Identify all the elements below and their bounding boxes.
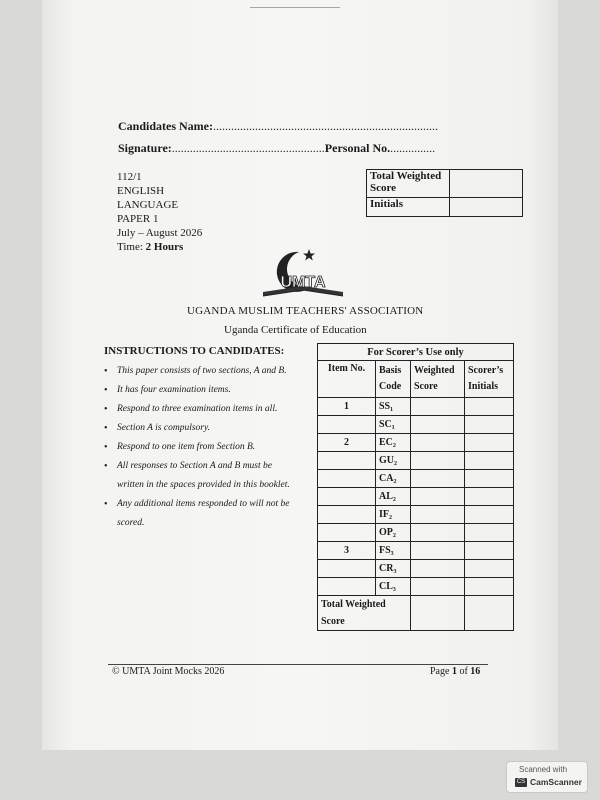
basis-code: SC₁ xyxy=(376,416,411,434)
total-weighted-score-label: Total Weighted Score xyxy=(318,596,411,631)
weighted-score-cell[interactable] xyxy=(411,470,465,488)
signature-line xyxy=(118,141,435,156)
scorer-table xyxy=(317,343,514,631)
scorer-initials-cell[interactable] xyxy=(465,470,514,488)
total-score-box xyxy=(366,169,523,217)
subject-line-1: ENGLISH xyxy=(117,185,165,197)
table-row xyxy=(318,398,514,416)
instruction-item: • All responses to Section A and B must be xyxy=(104,457,314,476)
watermark-line-2: CamScanner xyxy=(530,777,582,787)
table-row xyxy=(318,470,514,488)
weighted-score-cell[interactable] xyxy=(411,524,465,542)
total-weighted-score-cell[interactable] xyxy=(411,596,465,631)
scorer-initials-cell[interactable] xyxy=(465,452,514,470)
instructions-title: INSTRUCTIONS TO CANDIDATES: xyxy=(104,345,285,357)
basis-code: AL₂ xyxy=(376,488,411,506)
instruction-continuation: written in the spaces provided in this booklet. xyxy=(117,480,290,490)
weighted-score-cell[interactable] xyxy=(411,542,465,560)
instruction-item: • It has four examination items. xyxy=(104,381,314,400)
basis-code: CL₃ xyxy=(376,578,411,596)
table-row xyxy=(318,506,514,524)
table-row xyxy=(318,542,514,560)
scorer-initials-cell[interactable] xyxy=(465,560,514,578)
table-row xyxy=(318,488,514,506)
subject-line-2: LANGUAGE xyxy=(117,199,179,211)
header-weighted-score: Weighted Score xyxy=(411,361,465,398)
paper-number: PAPER 1 xyxy=(117,213,159,225)
candidate-name-label: Candidates Name: xyxy=(118,119,213,133)
initials-label: Initials xyxy=(367,198,450,217)
weighted-score-cell[interactable] xyxy=(411,452,465,470)
total-weighted-score-label: Total Weighted Score xyxy=(367,170,450,198)
item-number: 1 xyxy=(318,398,376,416)
scorer-initials-cell[interactable] xyxy=(465,578,514,596)
weighted-score-cell[interactable] xyxy=(411,560,465,578)
logo-lettering: UMTA xyxy=(280,274,326,291)
organisation-name: UGANDA MUSLIM TEACHERS' ASSOCIATION xyxy=(187,305,424,317)
scorer-initials-cell[interactable] xyxy=(465,416,514,434)
table-row xyxy=(318,416,514,434)
scorer-initials-cell[interactable] xyxy=(465,398,514,416)
total-weighted-score-cell[interactable] xyxy=(450,170,523,198)
page-number: Page 1 of 16 xyxy=(430,666,481,677)
time-value: 2 Hours xyxy=(145,241,184,253)
instruction-item: • Section A is compulsory. xyxy=(104,419,314,438)
table-row xyxy=(318,596,514,631)
basis-code: FS₃ xyxy=(376,542,411,560)
star-icon xyxy=(303,249,315,261)
footer-rule xyxy=(108,664,488,665)
instructions-list xyxy=(104,362,314,533)
signature-label: Signature: xyxy=(118,141,172,155)
weighted-score-cell[interactable] xyxy=(411,416,465,434)
exam-time xyxy=(117,241,183,253)
table-row xyxy=(318,578,514,596)
basis-code: IF₂ xyxy=(376,506,411,524)
scorer-table-title: For Scorer’s Use only xyxy=(318,344,514,361)
instruction-item: • Respond to one item from Section B. xyxy=(104,438,314,457)
page-top-mark xyxy=(250,0,340,8)
item-number xyxy=(318,524,376,542)
instruction-item: • Any additional items responded to will not be xyxy=(104,495,314,514)
basis-code: GU₂ xyxy=(376,452,411,470)
scorer-initials-cell[interactable] xyxy=(465,488,514,506)
camscanner-icon: CS xyxy=(516,779,526,785)
table-row xyxy=(318,560,514,578)
item-number: 2 xyxy=(318,434,376,452)
candidate-name-line xyxy=(118,119,438,134)
item-number: 3 xyxy=(318,542,376,560)
certificate-name: Uganda Certificate of Education xyxy=(224,324,367,336)
time-label: Time: xyxy=(117,241,143,253)
camscanner-watermark xyxy=(506,761,588,793)
personal-no-label: Personal No. xyxy=(324,141,391,155)
paper-code: 112/1 xyxy=(117,171,142,183)
signature-dots: ................................................... xyxy=(171,141,325,155)
instruction-item: • Respond to three examination items in all. xyxy=(104,400,314,419)
umta-logo xyxy=(255,246,351,302)
personal-no-dots: ............... xyxy=(390,141,436,155)
item-number xyxy=(318,506,376,524)
basis-code: OP₂ xyxy=(376,524,411,542)
weighted-score-cell[interactable] xyxy=(411,488,465,506)
item-number xyxy=(318,578,376,596)
basis-code: CR₃ xyxy=(376,560,411,578)
basis-code: CA₂ xyxy=(376,470,411,488)
weighted-score-cell[interactable] xyxy=(411,578,465,596)
item-number xyxy=(318,452,376,470)
total-initials-cell[interactable] xyxy=(465,596,514,631)
watermark-line-1: Scanned with xyxy=(519,765,568,774)
item-number xyxy=(318,560,376,578)
table-row xyxy=(318,524,514,542)
scorer-initials-cell[interactable] xyxy=(465,542,514,560)
basis-code: SS₁ xyxy=(376,398,411,416)
instruction-item: • This paper consists of two sections, A and B. xyxy=(104,362,314,381)
header-scorers-initials: Scorer’s Initials xyxy=(465,361,514,398)
basis-code: EC₂ xyxy=(376,434,411,452)
footer-copyright: © UMTA Joint Mocks 2026 xyxy=(112,666,225,677)
header-item-no: Item No. xyxy=(318,361,376,398)
scorer-initials-cell[interactable] xyxy=(465,506,514,524)
weighted-score-cell[interactable] xyxy=(411,398,465,416)
weighted-score-cell[interactable] xyxy=(411,434,465,452)
item-number xyxy=(318,416,376,434)
weighted-score-cell[interactable] xyxy=(411,506,465,524)
table-row xyxy=(318,452,514,470)
header-basis-code: Basis Code xyxy=(376,361,411,398)
candidate-name-dots: ........................................................................... xyxy=(213,119,438,133)
exam-date: July – August 2026 xyxy=(117,227,203,239)
table-row xyxy=(318,434,514,452)
instruction-continuation: scored. xyxy=(117,518,145,528)
item-number xyxy=(318,470,376,488)
initials-cell[interactable] xyxy=(450,198,523,217)
scorer-initials-cell[interactable] xyxy=(465,524,514,542)
scorer-initials-cell[interactable] xyxy=(465,434,514,452)
item-number xyxy=(318,488,376,506)
